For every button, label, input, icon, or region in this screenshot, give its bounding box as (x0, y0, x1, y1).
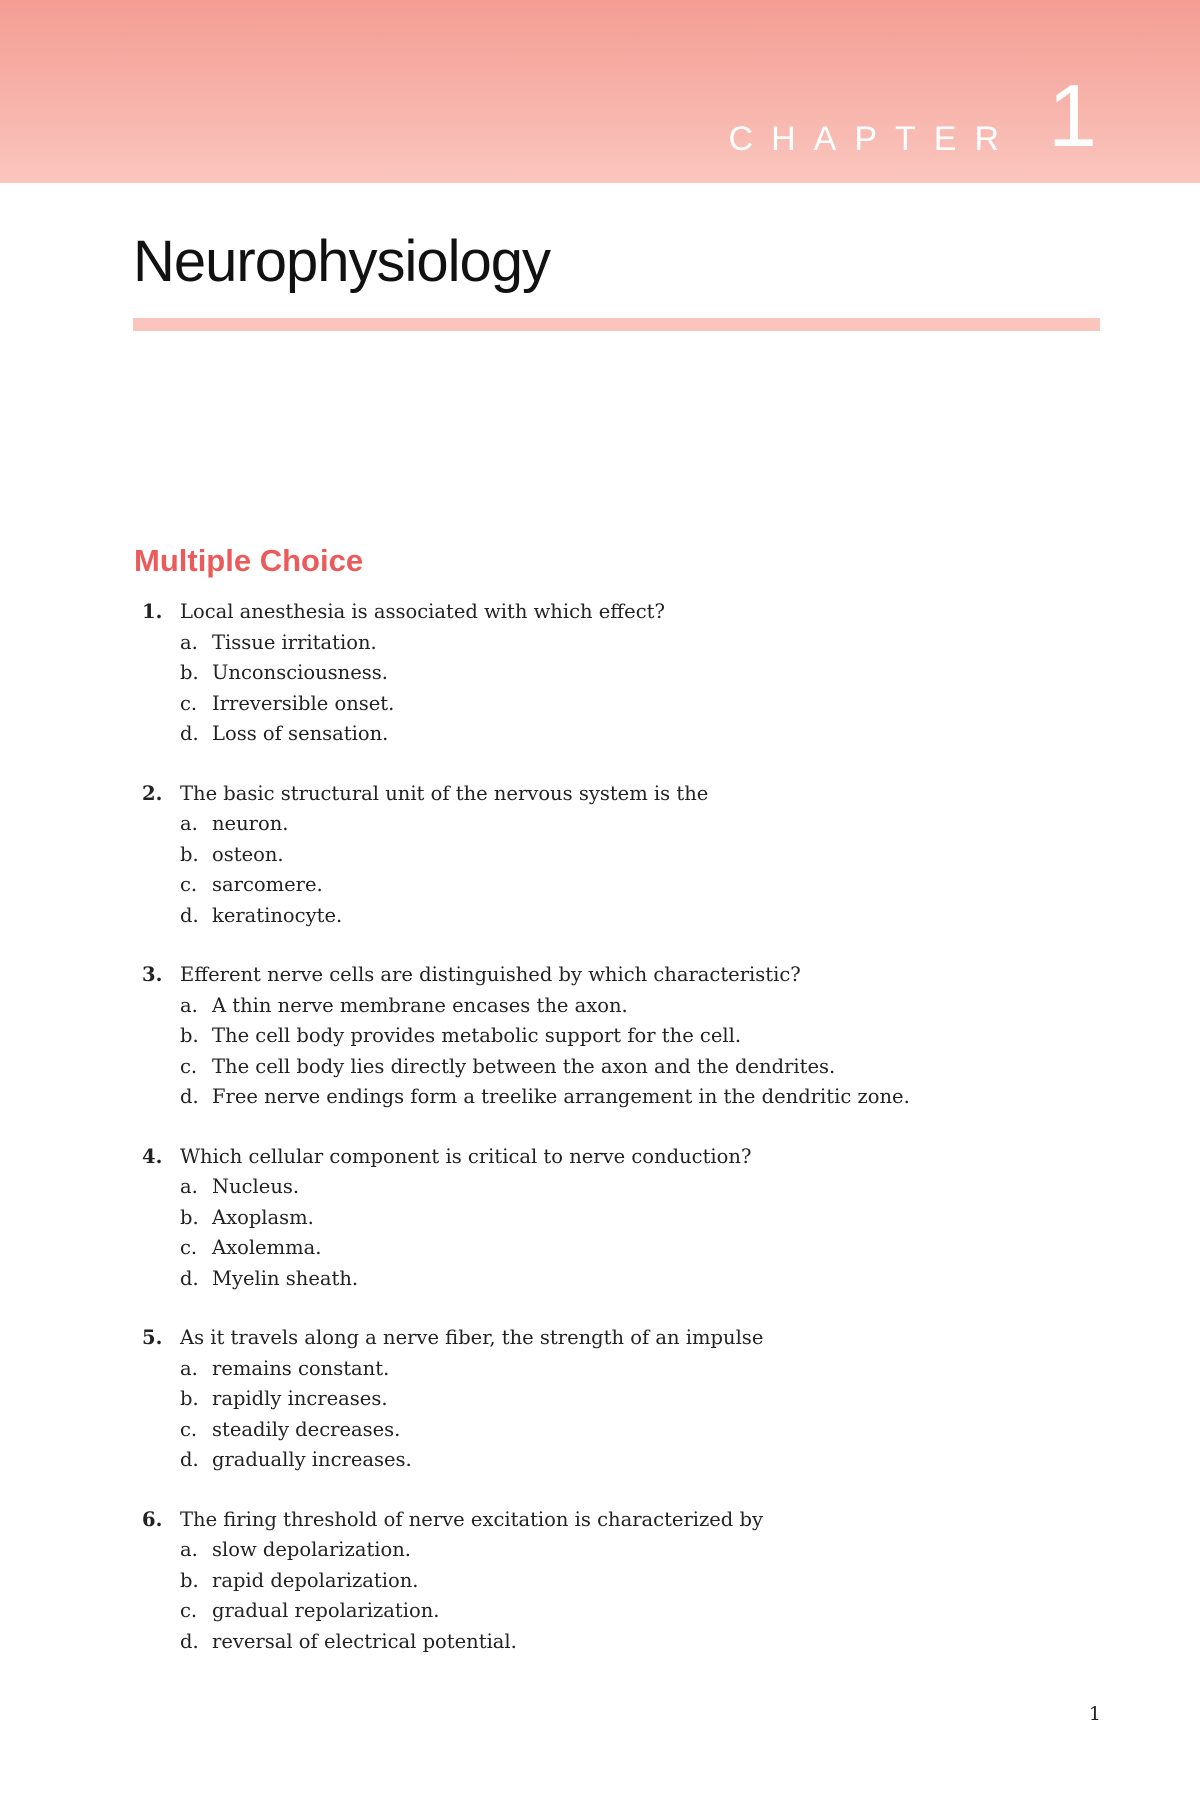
answer-option (142, 1233, 1092, 1264)
question-item (142, 597, 1092, 750)
answer-option (142, 658, 1092, 689)
answer-option (142, 809, 1092, 840)
option-text: sarcomere. (212, 873, 323, 896)
option-letter: a. (180, 1175, 198, 1198)
option-letter: d. (180, 1085, 199, 1108)
answer-option (142, 1535, 1092, 1566)
answer-option (142, 840, 1092, 871)
option-letter: c. (180, 873, 198, 896)
answer-option (142, 1082, 1092, 1113)
question-text: Which cellular component is critical to nerve conduction? (180, 1144, 752, 1168)
question-text: Local anesthesia is associated with which effect? (180, 600, 665, 623)
option-text: The cell body lies directly between the axon and the dendrites. (212, 1054, 836, 1078)
answer-option (142, 1052, 1092, 1083)
option-text: neuron. (212, 812, 289, 835)
option-text: reversal of electrical potential. (212, 1629, 517, 1653)
option-text: The cell body provides metabolic support for the cell. (212, 1024, 742, 1047)
option-text: rapid depolarization. (212, 1568, 419, 1592)
question-text: Efferent nerve cells are distinguished by which characteristic? (180, 963, 801, 986)
question-number: 1. (142, 600, 163, 623)
option-letter: a. (180, 993, 198, 1017)
option-letter: d. (180, 903, 199, 927)
chapter-header-band (0, 0, 1200, 183)
question-item (142, 1505, 1092, 1658)
answer-option (142, 1354, 1092, 1385)
option-letter: a. (180, 1538, 198, 1561)
question-number: 5. (142, 1326, 163, 1349)
option-text: Unconsciousness. (212, 661, 388, 684)
answer-option (142, 1264, 1092, 1295)
question-stem (142, 597, 1092, 628)
option-text: Axoplasm. (212, 1205, 314, 1229)
answer-option (142, 628, 1092, 659)
option-letter: c. (180, 691, 198, 715)
chapter-label: CHAPTER (728, 120, 1017, 158)
option-text: Axolemma. (212, 1236, 322, 1259)
option-text: Free nerve endings form a treelike arrangement in the dendritic zone. (212, 1085, 910, 1108)
option-text: Tissue irritation. (212, 630, 377, 654)
answer-option (142, 1172, 1092, 1203)
option-letter: d. (180, 1266, 199, 1290)
option-text: rapidly increases. (212, 1387, 388, 1410)
answer-option (142, 870, 1092, 901)
question-text: The firing threshold of nerve excitation is characterized by (180, 1507, 763, 1531)
question-stem (142, 960, 1092, 991)
question-number: 6. (142, 1507, 163, 1531)
answer-option (142, 1445, 1092, 1476)
option-text: steadily decreases. (212, 1417, 401, 1441)
answer-option (142, 901, 1092, 932)
option-letter: a. (180, 1356, 198, 1380)
option-text: A thin nerve membrane encases the axon. (212, 993, 628, 1017)
question-text: The basic structural unit of the nervous system is the (180, 781, 709, 805)
title-divider (133, 318, 1100, 331)
question-item (142, 1142, 1092, 1295)
option-text: gradual repolarization. (212, 1599, 440, 1622)
option-letter: c. (180, 1236, 198, 1259)
question-item (142, 779, 1092, 932)
option-text: keratinocyte. (212, 903, 343, 927)
option-letter: b. (180, 1387, 199, 1410)
answer-option (142, 1596, 1092, 1627)
question-stem (142, 1142, 1092, 1173)
question-list (142, 597, 1092, 1686)
question-stem (142, 1323, 1092, 1354)
question-item (142, 960, 1092, 1113)
page-title: Neurophysiology (133, 229, 551, 294)
option-letter: b. (180, 661, 199, 684)
option-letter: b. (180, 1568, 199, 1592)
page-number: 1 (1088, 1703, 1101, 1725)
answer-option (142, 719, 1092, 750)
answer-option (142, 1203, 1092, 1234)
question-stem (142, 779, 1092, 810)
option-text: slow depolarization. (212, 1538, 412, 1561)
option-letter: b. (180, 1205, 199, 1229)
option-letter: a. (180, 630, 198, 654)
option-letter: d. (180, 1629, 199, 1653)
answer-option (142, 1021, 1092, 1052)
answer-option (142, 1627, 1092, 1658)
option-letter: c. (180, 1417, 198, 1441)
option-text: gradually increases. (212, 1448, 412, 1471)
option-letter: d. (180, 722, 199, 745)
chapter-number: 1 (1048, 66, 1097, 165)
question-number: 2. (142, 781, 163, 805)
option-letter: b. (180, 1024, 199, 1047)
option-letter: b. (180, 842, 199, 866)
answer-option (142, 1415, 1092, 1446)
question-number: 4. (142, 1144, 163, 1168)
section-heading: Multiple Choice (134, 543, 364, 578)
option-text: osteon. (212, 842, 284, 866)
answer-option (142, 689, 1092, 720)
option-text: remains constant. (212, 1356, 390, 1380)
question-stem (142, 1505, 1092, 1536)
option-text: Myelin sheath. (212, 1266, 359, 1290)
answer-option (142, 1566, 1092, 1597)
option-letter: a. (180, 812, 198, 835)
question-item (142, 1323, 1092, 1476)
answer-option (142, 1384, 1092, 1415)
option-text: Irreversible onset. (212, 691, 395, 715)
option-text: Nucleus. (212, 1175, 300, 1198)
option-letter: c. (180, 1054, 198, 1078)
question-text: As it travels along a nerve fiber, the strength of an impulse (180, 1326, 764, 1349)
option-letter: d. (180, 1448, 199, 1471)
question-number: 3. (142, 963, 163, 986)
option-letter: c. (180, 1599, 198, 1622)
option-text: Loss of sensation. (212, 722, 389, 745)
answer-option (142, 991, 1092, 1022)
